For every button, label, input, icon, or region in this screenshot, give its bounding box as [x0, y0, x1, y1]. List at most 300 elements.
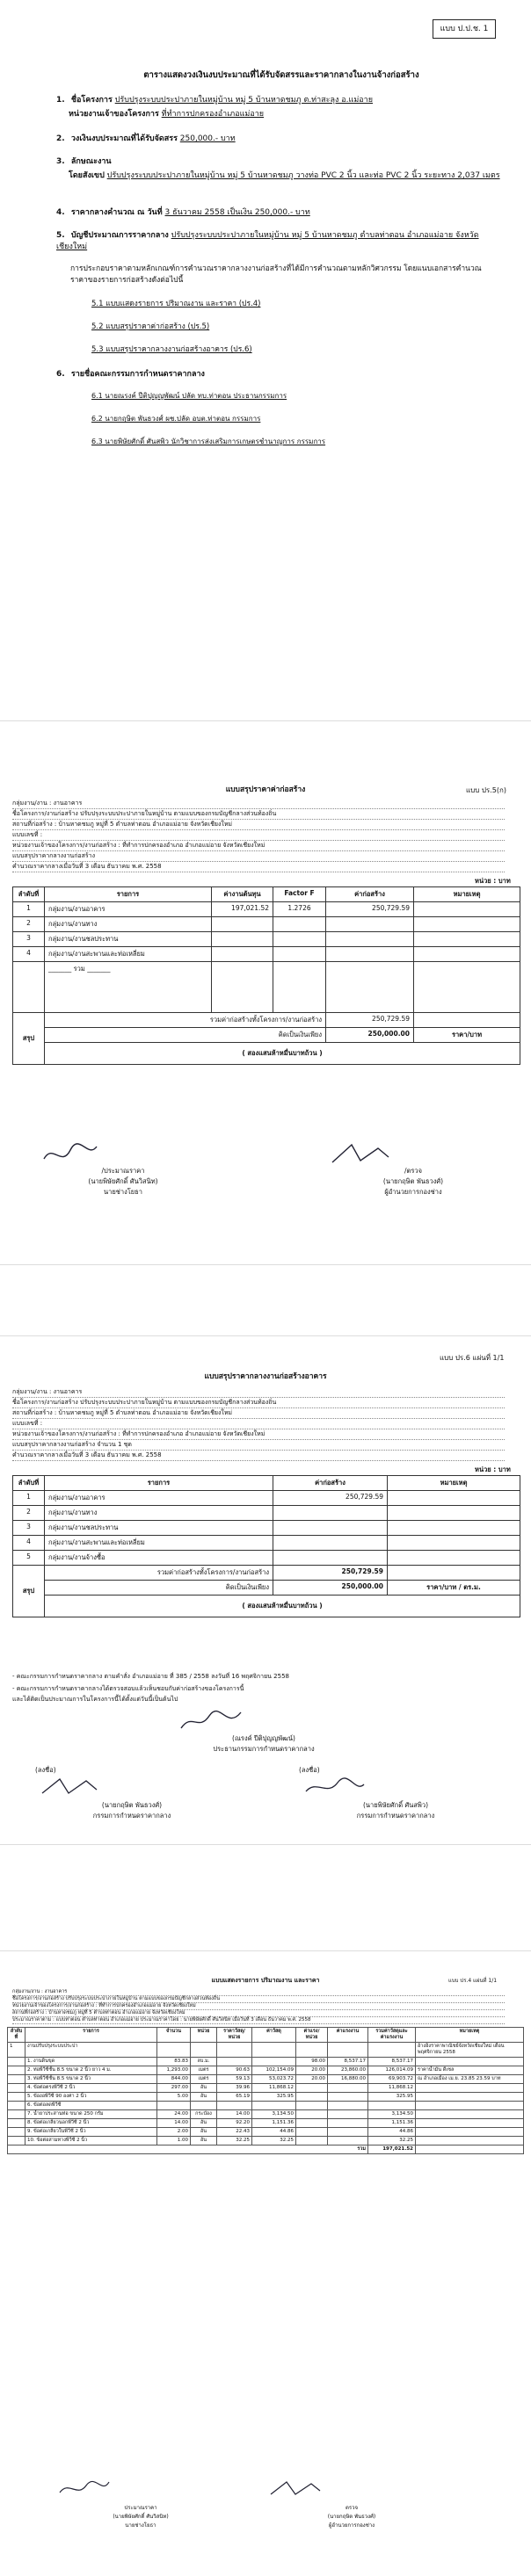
cell-total: 44.86: [368, 2128, 416, 2137]
cell-labor-total: [328, 2110, 368, 2119]
summary-unit: ราคา/บาท: [414, 1028, 520, 1043]
col-header: ค่าวัสดุ: [252, 2028, 296, 2043]
signature-scribble: [176, 1709, 246, 1733]
item-label: วงเงินงบประมาณที่ได้รับจัดสรร: [70, 134, 178, 143]
cell-material-price: [217, 2043, 252, 2058]
signature-checker: [325, 1141, 501, 1198]
header-line: กลุ่มงาน/งาน : งานอาคาร: [12, 799, 505, 809]
total-label: รวม: [8, 2145, 368, 2154]
table-row: [8, 2110, 524, 2119]
table-row: [13, 902, 520, 917]
cell-factor: [273, 962, 326, 1013]
cell-factor: [273, 947, 326, 962]
col-header: ค่าก่อสร้าง: [326, 887, 414, 902]
cell-unit: ลบ.ม.: [191, 2058, 217, 2066]
cell-no: 3: [13, 1521, 45, 1536]
cell-note: [388, 1506, 520, 1521]
item-label: รายชื่อคณะกรรมการกำหนดราคากลาง: [70, 370, 205, 379]
table-row: [13, 1536, 520, 1551]
sig-position: นายช่างโยธา: [125, 2522, 156, 2529]
signature-scribble: [264, 2478, 325, 2503]
cell-no: 1: [8, 2043, 25, 2058]
header-line: แบบเลขที่ :: [12, 830, 505, 841]
cell-item: กลุ่มงาน/งานชลประทาน: [45, 932, 212, 947]
sig-name: (นายกฤษิต พันธวงศ์): [327, 2514, 376, 2520]
cell-total: [368, 2043, 416, 2058]
sig-name: (นายพิษัยศักดิ์ ศันวิสนิท): [88, 1177, 158, 1185]
cell-no: 4: [13, 947, 45, 962]
cell-factor: [273, 917, 326, 932]
cell-labor-total: 23,860.00: [328, 2066, 368, 2075]
cell-total: [273, 1506, 388, 1521]
signature-scribble: [299, 1776, 369, 1800]
cell-labor-total: [328, 2043, 368, 2058]
cell-no: [8, 2110, 25, 2119]
cell-labor-total: 16,880.00: [328, 2075, 368, 2084]
cell-no: [8, 2128, 25, 2137]
cell-no: 1: [13, 1491, 45, 1506]
col-header: ค่าแรงงาน: [328, 2028, 368, 2043]
cell-material-price: 90.63: [217, 2066, 252, 2075]
cell-note: [416, 2128, 524, 2137]
table-row: [8, 2093, 524, 2102]
cell-qty: [157, 2043, 191, 2058]
signature-member-right: [299, 1765, 492, 1821]
table-row: [13, 1551, 520, 1566]
cell-total: 3,134.50: [368, 2110, 416, 2119]
col-header: หน่วย: [191, 2028, 217, 2043]
cell-total: 126,014.09: [368, 2066, 416, 2075]
cell-qty: 5.00: [157, 2093, 191, 2102]
cell-labor-price: 98.00: [296, 2058, 328, 2066]
cell-item: 9. ข้อต่อเกลียวในพีวีซี 2 นิ้ว: [25, 2128, 157, 2137]
sig-position: ประธานกรรมการกำหนดราคากลาง: [213, 1745, 315, 1753]
cell-total: 32.25: [368, 2137, 416, 2145]
cell-item: 3. ท่อพีวีซีชั้น 8.5 ขนาด 2 นิ้ว: [25, 2075, 157, 2084]
project-name-row: [56, 95, 496, 106]
cell-note: [416, 2110, 524, 2119]
table-row: [8, 2137, 524, 2145]
col-header: ลำดับที่: [8, 2028, 25, 2043]
cell-labor-total: [328, 2137, 368, 2145]
col-header: รวมค่าวัสดุและค่าแรงงาน: [368, 2028, 416, 2043]
estimate-note: การประกอบราคาตามหลักเกณฑ์การคำนวณราคากลางงานก่อสร้างที่ได้มีการคำนวณตามหลักวิศวกรรม โดยแนบเอกสารคำนวณราคาของรายการก่อสร้างดังต่อไปนี้: [70, 264, 482, 285]
cell-material-total: 11,868.12: [252, 2084, 296, 2093]
cell-item: กลุ่มงาน/งานอาคาร: [45, 1491, 273, 1506]
signature-scribble: [35, 1141, 105, 1166]
cell-unit: [191, 2102, 217, 2110]
total-value: 197,021.52: [368, 2145, 416, 2154]
col-header: ลำดับที่: [13, 1476, 45, 1491]
cell-labor-total: [328, 2093, 368, 2102]
cell-unit: อัน: [191, 2137, 217, 2145]
col-header: หมายเหตุ: [388, 1476, 520, 1491]
summary-note: [414, 1013, 520, 1028]
cell-note: [416, 2119, 524, 2128]
page-1-form: [0, 0, 531, 606]
table-row: [8, 2066, 524, 2075]
cell-material-total: [252, 2058, 296, 2066]
summary-words: ( สองแสนห้าหมื่นบาทถ้วน ): [45, 1043, 520, 1065]
cell-cost: 197,021.52: [212, 902, 273, 917]
attachment-5-2: 5.2 แบบสรุปราคาค่าก่อสร้าง (ปร.5): [91, 322, 210, 331]
cell-note: [414, 947, 520, 962]
header-line: คำนวณราคากลางเมื่อวันที่ 3 เดือน ธันวาคม พ.ศ. 2558: [12, 862, 505, 872]
page-title: แบบสรุปราคากลางงานก่อสร้างอาคาร: [204, 1372, 327, 1381]
item-number: 1.: [56, 96, 65, 105]
cell-material-total: 1,151.36: [252, 2119, 296, 2128]
cell-qty: 14.00: [157, 2119, 191, 2128]
cell-no: [8, 2075, 25, 2084]
item-number: 6.: [56, 370, 65, 379]
cell-item: 4. ข้อต่อตรงพีวีซี 2 นิ้ว: [25, 2084, 157, 2093]
summary-side-label: สรุป: [13, 1013, 45, 1065]
cell-item: 2. ท่อพีวีซีชั้น 8.5 ขนาด 2 นิ้ว ยาว 4 ม.: [25, 2066, 157, 2075]
cell-item: กลุ่มงาน/งานอาคาร: [45, 902, 212, 917]
cell-no: [13, 962, 45, 1013]
cell-material-total: 102,154.09: [252, 2066, 296, 2075]
sig-role: ประมาณราคา: [124, 2505, 157, 2511]
sig-name: (นายกฤษิต พันธวงศ์): [382, 1177, 444, 1185]
attachment-5-3: 5.3 แบบสรุปราคากลางงานก่อสร้างอาคาร (ปร.6): [91, 345, 252, 354]
col-header: จำนวน: [157, 2028, 191, 2043]
summary-label: คิดเป็นเงินเพียง: [45, 1581, 273, 1596]
summary-row: [13, 1581, 520, 1596]
sig-role: /ประมาณราคา: [101, 1167, 145, 1175]
cell-no: [8, 2084, 25, 2093]
cell-item: 6. ข้อต่อลดพีวีซี: [25, 2102, 157, 2110]
signature-estimator: [53, 2478, 229, 2529]
cell-note: [416, 2058, 524, 2066]
cell-no: 2: [13, 1506, 45, 1521]
cell-unit: [191, 2043, 217, 2058]
cell-qty: 297.00: [157, 2084, 191, 2093]
signature-estimator: [35, 1141, 211, 1198]
col-header: ค่าก่อสร้าง: [273, 1476, 388, 1491]
table-row: [8, 2058, 524, 2066]
summary-label: รวมค่าก่อสร้างทั้งโครงการ/งานก่อสร้าง: [45, 1013, 326, 1028]
col-header: ค่างานต้นทุน: [212, 887, 273, 902]
table-row: [13, 947, 520, 962]
cell-item: 8. ข้อต่อเกลียวนอกพีวีซี 2 นิ้ว: [25, 2119, 157, 2128]
cell-cost: [212, 962, 273, 1013]
cell-total: [326, 962, 414, 1013]
cell-material-price: 65.19: [217, 2093, 252, 2102]
cell-material-total: 53,023.72: [252, 2075, 296, 2084]
signature-chairman: [176, 1709, 352, 1755]
table-row: [13, 962, 520, 1013]
work-summary-row: [69, 170, 508, 182]
sig-position: กรรมการกำหนดราคากลาง: [356, 1812, 435, 1820]
cell-note: ราคาน้ำมัน ดีเซล: [416, 2066, 524, 2075]
committee-note: - คณะกรรมการกำหนดราคากลางได้ตรวจสอบแล้วเห็นชอบกับค่าก่อสร้างของโครงการนี้: [12, 1685, 244, 1692]
col-header: ราคาวัสดุ/หน่วย: [217, 2028, 252, 2043]
cell-material-price: 14.00: [217, 2110, 252, 2119]
median-price-row: [56, 207, 496, 219]
cell-note: [414, 902, 520, 917]
cell-item: งานปรับปรุงระบบประปา: [25, 2043, 157, 2058]
cell-unit: เมตร: [191, 2075, 217, 2084]
cell-total: [368, 2102, 416, 2110]
cell-total: 8,537.17: [368, 2058, 416, 2066]
header-line: แบบสรุปราคากลางงานก่อสร้าง: [12, 851, 505, 862]
cell-labor-total: 8,537.17: [328, 2058, 368, 2066]
summary-label: รวมค่าก่อสร้างทั้งโครงการ/งานก่อสร้าง: [45, 1566, 273, 1581]
header-line: หน่วยงานเจ้าของโครงการ/งานก่อสร้าง : ที่ทำการปกครองอำเภอ อำเภอแม่อาย จังหวัดเชียงใหม่: [12, 1429, 505, 1440]
cell-total: [273, 1521, 388, 1536]
signature-checker: [264, 2478, 440, 2529]
summary-row: [13, 1028, 520, 1043]
page-2-pr5-summary: [0, 720, 531, 1265]
cell-labor-price: [296, 2084, 328, 2093]
cell-total: [273, 1536, 388, 1551]
sig-name: (นายกฤษิต พันธวงศ์): [101, 1801, 163, 1809]
sig-label: (ลงชื่อ): [299, 1766, 320, 1774]
item-label: โดยสังเขป: [69, 171, 105, 180]
cell-labor-price: [296, 2043, 328, 2058]
cell-unit: อัน: [191, 2128, 217, 2137]
cell-note: [416, 2093, 524, 2102]
cell-no: [8, 2093, 25, 2102]
sig-position: นายช่างโยธา: [104, 1188, 142, 1196]
cell-item: กลุ่มงาน/งานชลประทาน: [45, 1521, 273, 1536]
cell-labor-price: [296, 2093, 328, 2102]
cell-note: [388, 1536, 520, 1551]
table-row: [8, 2084, 524, 2093]
table-row: [8, 2128, 524, 2137]
table-row: [13, 1506, 520, 1521]
cell-note: [416, 2137, 524, 2145]
cell-cost: [212, 947, 273, 962]
work-type-row: [56, 156, 496, 168]
sig-name: (นายพิษัยศักดิ์ ศันสพิว): [362, 1801, 429, 1809]
committee-row: [56, 369, 496, 380]
committee-member-2: 6.2 นายกฤษิต พันธวงศ์ ผช.ปลัด อบต.ท่าตอน กรรมการ: [91, 415, 261, 423]
cell-material-total: 32.25: [252, 2137, 296, 2145]
cell-labor-total: [328, 2119, 368, 2128]
cell-note: [388, 1551, 520, 1566]
header-line: แบบเลขที่ :: [12, 1419, 505, 1429]
col-header: ลำดับที่: [13, 887, 45, 902]
cell-labor-price: [296, 2119, 328, 2128]
cell-unit: เมตร: [191, 2066, 217, 2075]
header-line: แบบสรุปราคากลางงานก่อสร้าง จำนวน 1 ชุด: [12, 1440, 505, 1451]
item-value: ปรับปรุงระบบประปาภายในหมู่บ้าน หมู่ 5 บ้านหาดชมภู วางท่อ PVC 2 นิ้ว และท่อ PVC 2 นิ้ว ระยะทาง 2,037 เมตร: [106, 171, 500, 180]
summary-row: [13, 1013, 520, 1028]
header-line: สถานที่ก่อสร้าง : บ้านหาดชมภู หมู่ที่ 5 ตำบลท่าตอน อำเภอแม่อาย จังหวัดเชียงใหม่: [12, 2009, 505, 2017]
col-header: Factor F: [273, 887, 326, 902]
boq-table: [7, 2027, 524, 2154]
cell-material-total: [252, 2102, 296, 2110]
attachment-5-1: 5.1 แบบแสดงรายการ ปริมาณงาน และราคา (ปร.4): [91, 300, 261, 308]
page-4-pr4-boq: [0, 1950, 531, 2565]
cell-note: อ้างอิงราคาพาณิชย์จังหวัดเชียงใหม่ เดือน พฤศจิกายน 2558: [416, 2043, 524, 2058]
table-row: [8, 2043, 524, 2058]
committee-note: และได้ติดเป็นประมาณการในโครงการนี้ได้ตั้งแต่วันนี้เป็นต้นไป: [12, 1696, 178, 1703]
cell-no: [8, 2137, 25, 2145]
cell-material-total: 3,134.50: [252, 2110, 296, 2119]
cell-note: ณ อำเภอเมือง เม.ย. 23.85 23.59 บาท: [416, 2075, 524, 2084]
form-code: แบบ ปร.4 แผ่นที่ 1/1: [448, 1978, 498, 1984]
col-header: รายการ: [45, 1476, 273, 1491]
form-code: แบบ ปร.5(ก): [466, 786, 506, 794]
summary-words: ( สองแสนห้าหมื่นบาทถ้วน ): [45, 1596, 520, 1617]
cell-qty: 83.83: [157, 2058, 191, 2066]
cell-labor-price: 20.00: [296, 2075, 328, 2084]
header-line: คำนวณราคากลางเมื่อวันที่ 3 เดือน ธันวาคม พ.ศ. 2558: [12, 1451, 505, 1461]
summary-table: [12, 1475, 520, 1617]
table-row: [13, 1521, 520, 1536]
summary-note: [388, 1566, 520, 1581]
cell-labor-total: [328, 2102, 368, 2110]
item-value: ปรับปรุงระบบประปาภายในหมู่บ้าน หมู่ 5 บ้านหาดชมภู ต.ท่าสะลุง อ.แม่อาย: [114, 96, 374, 105]
cell-no: [8, 2102, 25, 2110]
cell-total: 69,903.72: [368, 2075, 416, 2084]
summary-row: [13, 1043, 520, 1065]
cell-unit: อัน: [191, 2084, 217, 2093]
cell-no: 2: [13, 917, 45, 932]
cell-labor-total: [328, 2084, 368, 2093]
summary-value: 250,729.59: [273, 1566, 388, 1581]
signature-member-left: [35, 1765, 229, 1821]
header-line: ประมาณราคาตาม : แบบท่าตอน ตำบลท่าตอน อำเภอแม่อาย ประมาณราคาโดย : นายพิษัยศักดิ์ ศันวิสนิท เมื่อวันที่ 3 เดือน ธันวาคม พ.ศ. 2558: [12, 2016, 505, 2024]
form-code: แบบ ปร.6 แผ่นที่ 1/1: [440, 1354, 505, 1362]
sig-role: /ตรวจ: [404, 1167, 423, 1175]
summary-row: [13, 1566, 520, 1581]
cell-labor-price: [296, 2110, 328, 2119]
cell-labor-price: [296, 2137, 328, 2145]
page-title: ตารางแสดงวงเงินงบประมาณที่ได้รับจัดสรรและราคากลางในงานจ้างก่อสร้าง: [143, 70, 419, 80]
header-line: ชื่อโครงการ/งานก่อสร้าง ปรับปรุงระบบประปาภายในหมู่บ้าน ตามแบบของกรมบัญชีกลางส่วนท้องถิ่น: [12, 1398, 505, 1408]
total-note: [416, 2145, 524, 2154]
item-value: ปรับปรุงระบบประปาภายในหมู่บ้าน หมู่ 5 บ้านหาดชมภู ตำบลท่าตอน อำเภอแม่อาย จังหวัดเชียงใหม่: [56, 231, 479, 251]
committee-member-3: 6.3 นายพิษัยศักดิ์ ศันสพิว นักวิชาการส่งเสริมการเกษตรชำนาญการ กรรมการ: [91, 438, 326, 445]
committee-note: - คณะกรรมการกำหนดราคากลาง ตามคำสั่ง อำเภอแม่อาย ที่ 385 / 2558 ลงวันที่ 16 พฤศจิกายน 2558: [12, 1673, 289, 1680]
header-line: กลุ่มงาน/งาน : งานอาคาร: [12, 1988, 505, 1996]
cell-item: 10. ข้อต่อสามทางพีวีซี 2 นิ้ว: [25, 2137, 157, 2145]
header-line: ชื่อโครงการ/งานก่อสร้าง ปรับปรุงระบบประปาภายในหมู่บ้าน ตามแบบของกรมบัญชีกลางส่วนท้องถิ่น: [12, 809, 505, 820]
cell-total: 1,151.36: [368, 2119, 416, 2128]
cell-no: [8, 2066, 25, 2075]
header-line: หน่วยงานเจ้าของโครงการ/งานก่อสร้าง : ที่ทำการปกครองอำเภอ อำเภอแม่อาย จังหวัดเชียงใหม่: [12, 841, 505, 851]
cell-unit: อัน: [191, 2119, 217, 2128]
header-line: ชื่อโครงการ/งานก่อสร้าง ปรับปรุงระบบประปาภายในหมู่บ้าน ตามแบบของกรมบัญชีกลางส่วนท้องถิ่น: [12, 1995, 505, 2003]
cell-total: 250,729.59: [273, 1491, 388, 1506]
summary-label: คิดเป็นเงินเพียง: [45, 1028, 326, 1043]
cell-labor-total: [328, 2128, 368, 2137]
cell-item: กลุ่มงาน/งานสะพานและท่อเหลี่ยม: [45, 947, 212, 962]
page-title: แบบแสดงรายการ ปริมาณงาน และราคา: [211, 1977, 320, 1984]
cell-qty: 24.00: [157, 2110, 191, 2119]
unit-label: หน่วย : บาท: [475, 1465, 511, 1473]
cell-material-total: [252, 2043, 296, 2058]
cell-item: กลุ่มงาน/งานทาง: [45, 917, 212, 932]
cell-note: [416, 2084, 524, 2093]
cell-qty: 2.00: [157, 2128, 191, 2137]
cell-material-price: 59.13: [217, 2075, 252, 2084]
item-label: ชื่อโครงการ: [70, 96, 113, 105]
header-line: สถานที่ก่อสร้าง : บ้านหาดชมภู หมู่ที่ 5 ตำบลท่าตอน อำเภอแม่อาย จังหวัดเชียงใหม่: [12, 820, 505, 830]
page-3-pr6-summary: [0, 1335, 531, 1845]
cell-total: 250,729.59: [326, 902, 414, 917]
sig-name: (ณรงค์ ปีติปุญญพัฒน์): [232, 1734, 295, 1742]
cell-qty: 1.00: [157, 2137, 191, 2145]
table-row: [8, 2102, 524, 2110]
item-number: 5.: [56, 231, 65, 240]
cell-total: [326, 932, 414, 947]
budget-row: [56, 134, 496, 145]
summary-table: [12, 886, 520, 1065]
cell-labor-price: 20.00: [296, 2066, 328, 2075]
table-row: [13, 932, 520, 947]
summary-value: 250,000.00: [273, 1581, 388, 1596]
item-label: ราคากลางคำนวณ ณ วันที่: [70, 208, 163, 217]
summary-value: 250,729.59: [326, 1013, 414, 1028]
signature-scribble: [53, 2478, 114, 2503]
cell-material-price: [217, 2058, 252, 2066]
summary-side-label: สรุป: [13, 1566, 45, 1617]
cell-no: [8, 2058, 25, 2066]
sig-position: ผู้อำนวยการกองช่าง: [328, 2522, 375, 2529]
unit-label: หน่วย : บาท: [475, 877, 511, 885]
cell-material-price: 39.96: [217, 2084, 252, 2093]
table-row: [8, 2075, 524, 2084]
cell-qty: 844.00: [157, 2075, 191, 2084]
cell-material-total: 325.95: [252, 2093, 296, 2102]
col-header: ค่าแรง/หน่วย: [296, 2028, 328, 2043]
cell-factor: [273, 932, 326, 947]
header-line: หน่วยงานเจ้าของโครงการ/งานก่อสร้าง : ที่ทำการปกครองอำเภอแม่อาย จังหวัดเชียงใหม่: [12, 2002, 505, 2010]
header-line: สถานที่ก่อสร้าง : บ้านหาดชมภู หมู่ที่ 5 ตำบลท่าตอน อำเภอแม่อาย จังหวัดเชียงใหม่: [12, 1408, 505, 1419]
cell-total: 11,868.12: [368, 2084, 416, 2093]
header-line: กลุ่มงาน/งาน : งานอาคาร: [12, 1387, 505, 1398]
item-value: 250,000.- บาท: [179, 134, 236, 143]
col-header: หมายเหตุ: [414, 887, 520, 902]
sig-position: กรรมการกำหนดราคากลาง: [92, 1812, 171, 1820]
cell-material-total: 44.86: [252, 2128, 296, 2137]
cell-qty: [157, 2102, 191, 2110]
cell-note: [416, 2102, 524, 2110]
cell-item: 1. งานดินขุด: [25, 2058, 157, 2066]
col-header: หมายเหตุ: [416, 2028, 524, 2043]
cell-material-price: 22.43: [217, 2128, 252, 2137]
cell-no: 1: [13, 902, 45, 917]
cell-note: [388, 1521, 520, 1536]
cell-note: [388, 1491, 520, 1506]
cell-factor: 1.2726: [273, 902, 326, 917]
item-number: 2.: [56, 134, 65, 143]
cell-material-price: 32.25: [217, 2137, 252, 2145]
signature-scribble: [35, 1776, 105, 1800]
cell-item: กลุ่มงาน/งานสะพานและท่อเหลี่ยม: [45, 1536, 273, 1551]
cell-unit: กระป๋อง: [191, 2110, 217, 2119]
table-row: [13, 1491, 520, 1506]
cell-material-price: 92.20: [217, 2119, 252, 2128]
sig-role: ตรวจ: [345, 2505, 358, 2511]
sig-label: (ลงชื่อ): [35, 1766, 56, 1774]
cell-item: กลุ่มงาน/งานทาง: [45, 1506, 273, 1521]
cell-item: กลุ่มงาน/งานจ้างซื้อ: [45, 1551, 273, 1566]
cell-no: [8, 2119, 25, 2128]
item-number: 3.: [56, 157, 65, 166]
form-code: แบบ ป.ป.ช. 1: [433, 19, 496, 39]
item-label: ลักษณะงาน: [70, 157, 112, 166]
cell-item: 7. น้ำยาประสานท่อ ขนาด 250 กรัม: [25, 2110, 157, 2119]
cell-no: 5: [13, 1551, 45, 1566]
cell-total: 325.95: [368, 2093, 416, 2102]
col-header: รายการ: [45, 887, 212, 902]
cell-labor-price: [296, 2128, 328, 2137]
